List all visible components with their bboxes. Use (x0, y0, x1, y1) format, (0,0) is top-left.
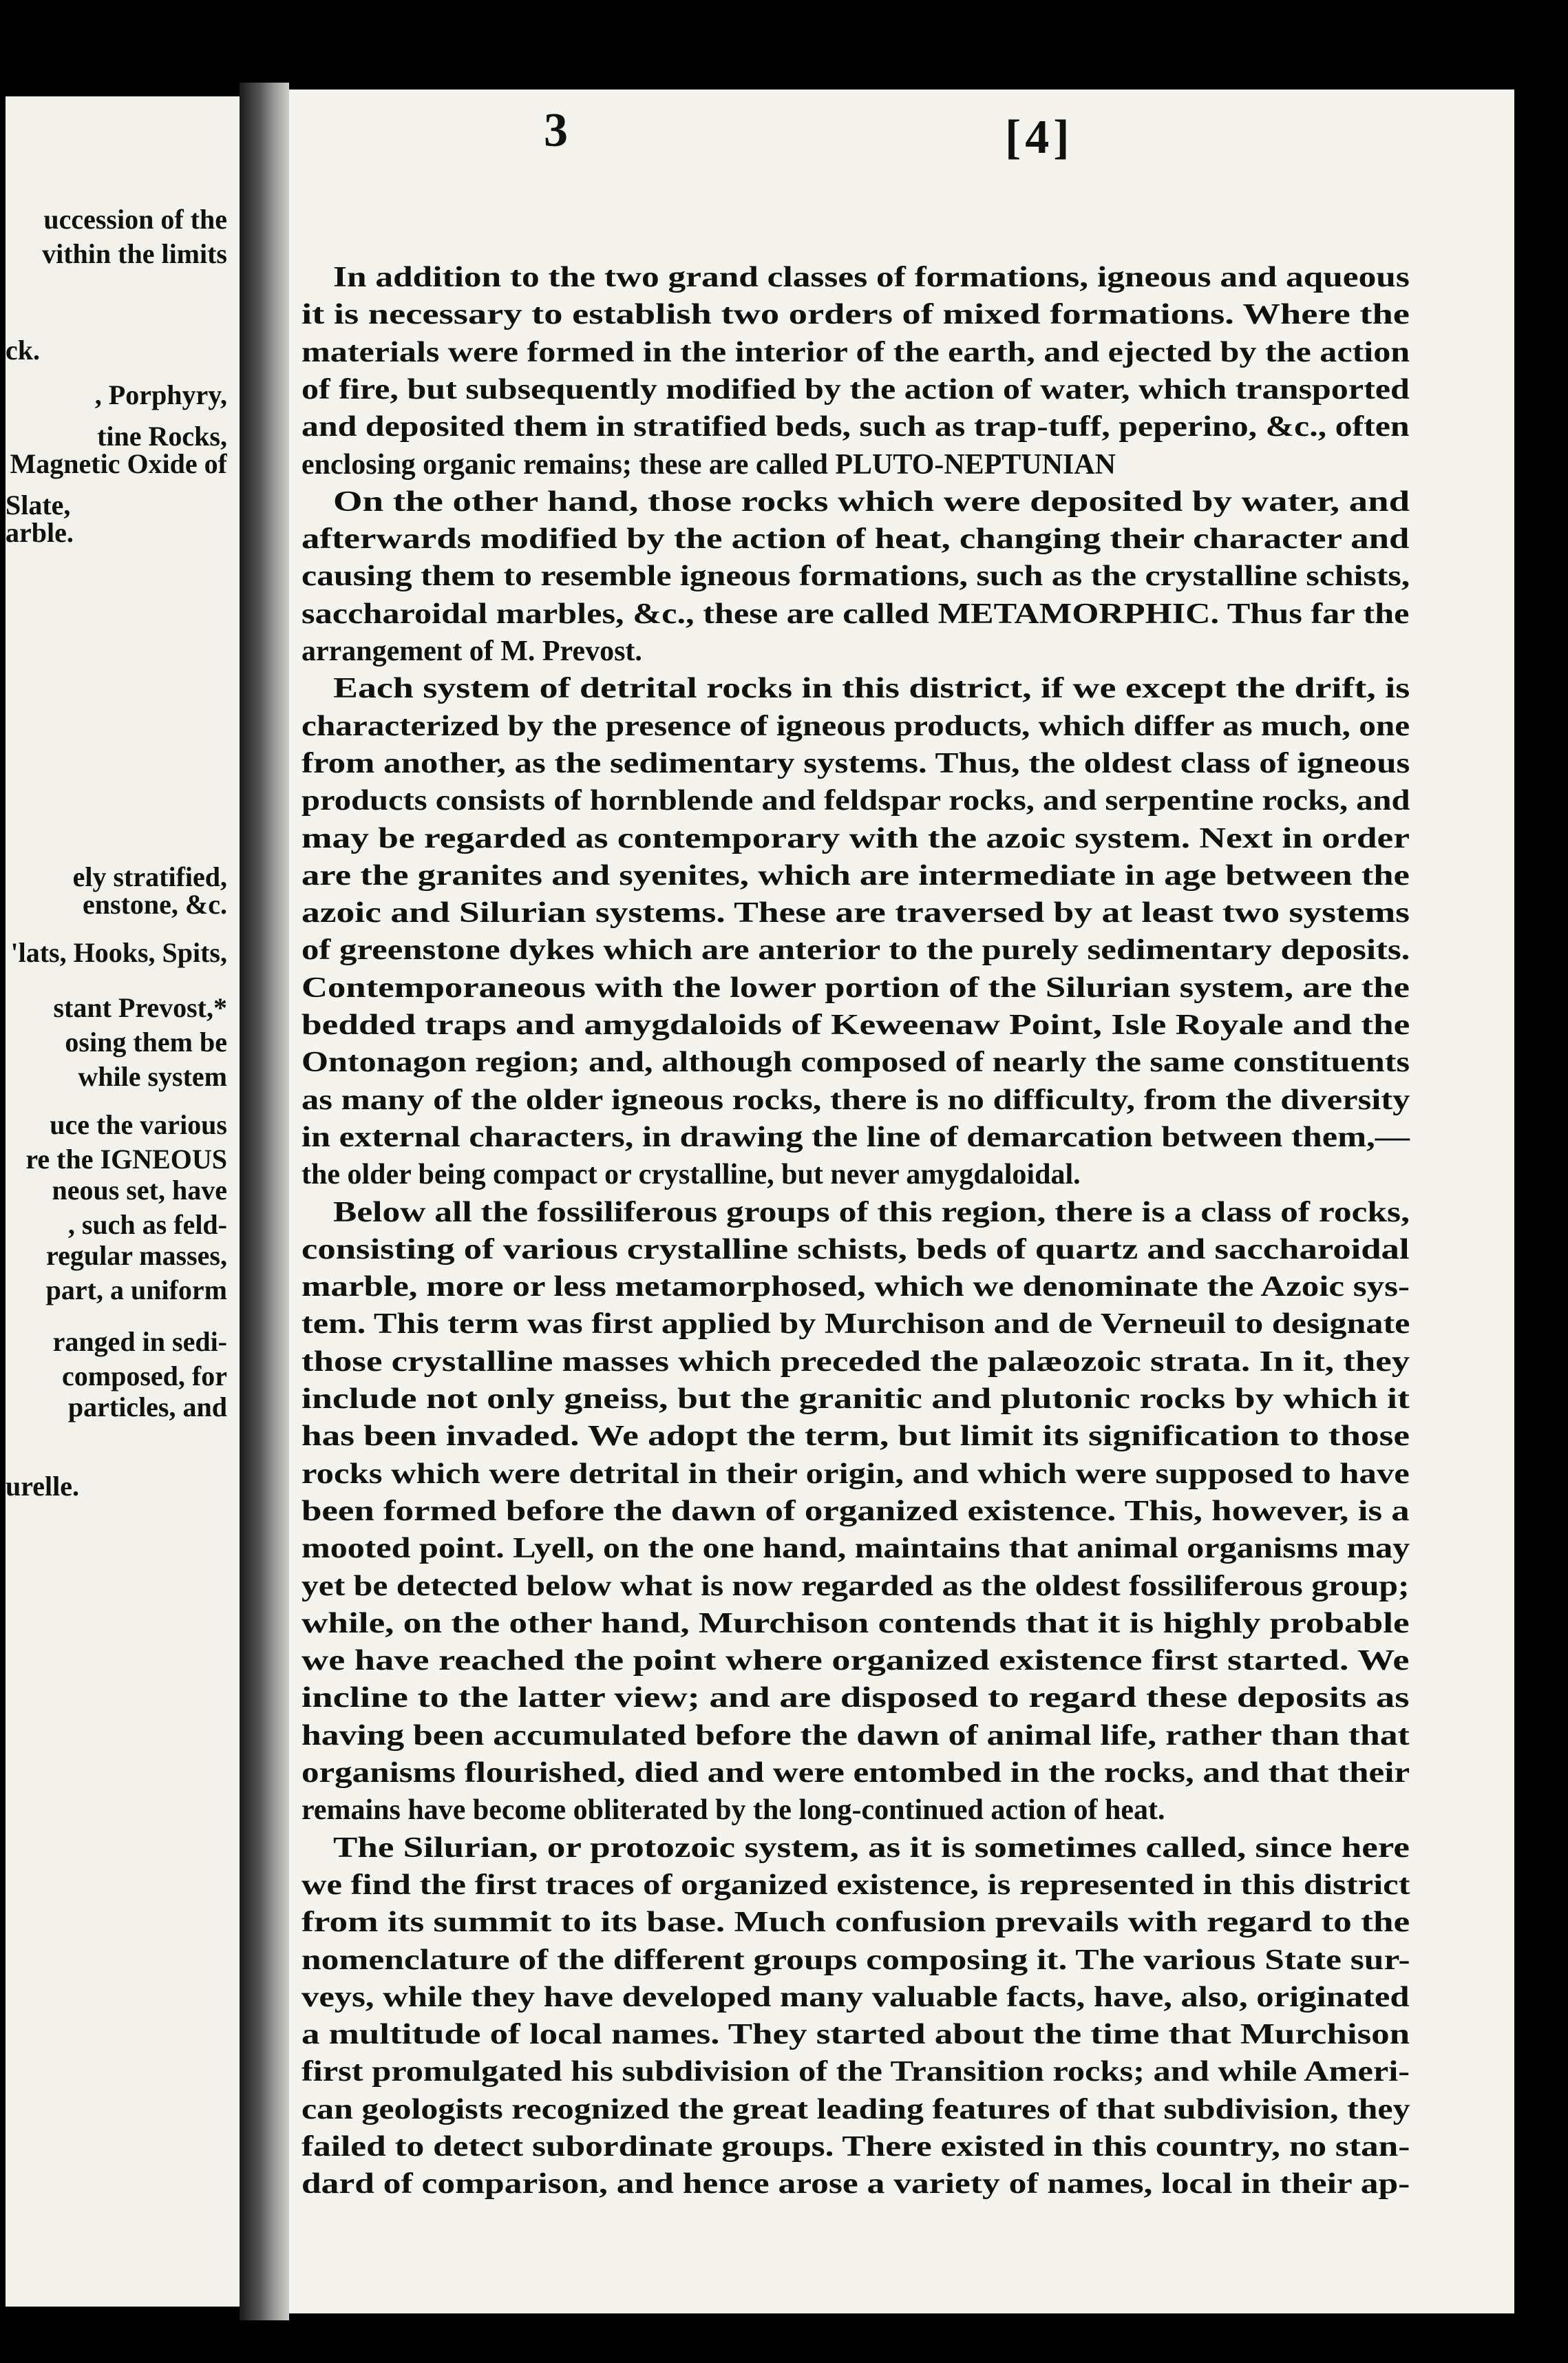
body-line: from its summit to its base. Much confusion prevails with regard to the (301, 1907, 1410, 1939)
body-line: of greenstone dykes which are anterior to the purely sedimentary deposits. (301, 934, 1410, 967)
body-line: consisting of various crystalline schists, beds of quartz and saccharoidal (301, 1233, 1410, 1265)
body-line: nomenclature of the different groups composing it. The various State sur- (301, 1944, 1410, 1976)
left-page-line: neous set, have (52, 1175, 227, 1206)
body-line: we have reached the point where organized existence first started. We (301, 1645, 1410, 1677)
body-line: are the granites and syenites, which are intermediate in age between the (301, 859, 1410, 892)
body-line: veys, while they have developed many valuable facts, have, also, originated (301, 1981, 1410, 2013)
left-page-line: Magnetic Oxide of (10, 448, 227, 479)
body-line: a multitude of local names. They started about the time that Murchison (301, 2019, 1410, 2051)
right-page (289, 90, 1514, 2313)
left-page-line: , Porphyry, (94, 379, 227, 410)
body-line: remains have become obliterated by the long-continued action of heat. (301, 1794, 1165, 1827)
left-page-line: tine Rocks, (97, 421, 227, 452)
body-line: failed to detect subordinate groups. There existed in this country, no stan- (301, 2131, 1410, 2163)
left-page-line: vithin the limits (42, 238, 227, 269)
body-line: first promulgated his subdivision of the Transition rocks; and while Ameri- (301, 2056, 1410, 2088)
left-page-line: , such as feld- (67, 1209, 227, 1240)
left-page-line: part, a uniform (45, 1274, 227, 1305)
body-line: tem. This term was first applied by Murchison and de Verneuil to designate (301, 1308, 1410, 1341)
body-line: of fire, but subsequently modified by the action of water, which transported (301, 373, 1410, 406)
body-line: can geologists recognized the great leading features of that subdivision, they (301, 2093, 1410, 2125)
body-line: azoic and Silurian systems. These are traversed by at least two systems (301, 897, 1410, 930)
body-line: In addition to the two grand classes of formations, igneous and aqueous (333, 262, 1410, 293)
body-line: Contemporaneous with the lower portion of the Silurian system, are the (301, 972, 1410, 1004)
body-line: products consists of hornblende and feldspar rocks, and serpentine rocks, and (301, 785, 1410, 817)
body-line: rocks which were detrital in their origin, and which were supposed to have (301, 1458, 1410, 1490)
left-page-line: particles, and (67, 1391, 227, 1422)
left-page-line: ranged in sedi- (52, 1326, 227, 1357)
body-line: Below all the fossiliferous groups of this region, there is a class of rocks, (333, 1196, 1410, 1228)
body-line: incline to the latter view; and are disposed to regard these deposits as (301, 1682, 1410, 1714)
body-line: enclosing organic remains; these are called PLUTO-NEPTUNIAN (301, 448, 1116, 481)
body-line: On the other hand, those rocks which were deposited by water, and (333, 485, 1410, 518)
left-page-line: while system (78, 1061, 227, 1092)
body-line: marble, more or less metamorphosed, which we denominate the Azoic sys- (301, 1271, 1410, 1303)
body-line: saccharoidal marbles, &c., these are called METAMORPHIC. Thus far the (301, 598, 1410, 630)
body-line: arrangement of M. Prevost. (301, 636, 642, 667)
body-line: has been invaded. We adopt the term, but limit its signification to those (301, 1420, 1410, 1453)
left-page-line: regular masses, (46, 1240, 227, 1271)
body-line: and deposited them in stratified beds, such as trap-tuff, peperino, &c., often (301, 411, 1410, 443)
body-line: it is necessary to establish two orders of mixed formations. Where the (301, 299, 1410, 331)
left-page-line: Slate, (6, 490, 71, 521)
left-page-line: 'lats, Hooks, Spits, (10, 937, 227, 968)
body-line: yet be detected below what is now regarded as the oldest fossiliferous group; (301, 1570, 1410, 1602)
body-line: as many of the older igneous rocks, there is no difficulty, from the diversity (301, 1084, 1410, 1116)
body-line: we find the first traces of organized existence, is represented in this district (301, 1869, 1410, 1901)
body-line: Ontonagon region; and, although composed of nearly the same constituents (301, 1047, 1410, 1079)
scan-border (1514, 76, 1568, 2334)
body-line: those crystalline masses which preceded the palæozoic strata. In it, they (301, 1345, 1410, 1378)
body-line: been formed before the dawn of organized existence. This, however, is a (301, 1495, 1410, 1527)
left-page-line: osing them be (65, 1027, 227, 1058)
left-page-line: re the IGNEOUS (25, 1144, 227, 1175)
body-line: materials were formed in the interior of the earth, and ejected by the action (301, 336, 1410, 368)
body-line: while, on the other hand, Murchison contends that it is highly probable (301, 1607, 1410, 1639)
body-line: include not only gneiss, but the granitic and plutonic rocks by which it (301, 1383, 1410, 1415)
body-line: bedded traps and amygdaloids of Keweenaw Point, Isle Royale and the (301, 1009, 1410, 1041)
left-page-line: stant Prevost,* (53, 992, 227, 1023)
body-line: having been accumulated before the dawn of animal life, rather than that (301, 1719, 1410, 1752)
left-page-line: ck. (6, 335, 40, 366)
body-line: may be regarded as contemporary with the azoic system. Next in order (301, 822, 1410, 854)
book-gutter (240, 83, 289, 2320)
body-line: The Silurian, or protozoic system, as it is sometimes called, since here (333, 1831, 1410, 1864)
body-line: characterized by the presence of igneous products, which differ as much, one (301, 710, 1410, 742)
body-line: organisms flourished, died and were entombed in the rocks, and that their (301, 1757, 1410, 1789)
body-line: causing them to resemble igneous formations, such as the crystalline schists, (301, 560, 1410, 593)
body-line: afterwards modified by the action of heat, changing their character and (301, 523, 1410, 556)
left-page-line: uccession of the (43, 204, 227, 235)
body-line: dard of comparison, and hence arose a variety of names, local in their ap- (301, 2168, 1410, 2201)
left-page-line: ely stratified, (72, 861, 227, 892)
left-page-line: arble. (6, 517, 74, 548)
body-line: in external characters, in drawing the line of demarcation between them,— (301, 1121, 1410, 1153)
page-reference-number: [4] (1005, 111, 1074, 164)
body-line: from another, as the sedimentary systems. Thus, the oldest class of igneous (301, 747, 1410, 779)
body-line: the older being compact or crystalline, but never amygdaloidal. (301, 1159, 1081, 1191)
left-page-line: urelle. (6, 1471, 80, 1502)
body-line: mooted point. Lyell, on the one hand, maintains that animal organisms may (301, 1533, 1410, 1565)
left-page-fragment (6, 96, 240, 2307)
body-line: Each system of detrital rocks in this district, if we except the drift, is (333, 673, 1410, 705)
left-page-line: uce the various (50, 1109, 227, 1140)
left-page-line: enstone, &c. (83, 889, 227, 920)
page-number: 3 (544, 104, 568, 157)
left-page-line: composed, for (62, 1361, 227, 1391)
